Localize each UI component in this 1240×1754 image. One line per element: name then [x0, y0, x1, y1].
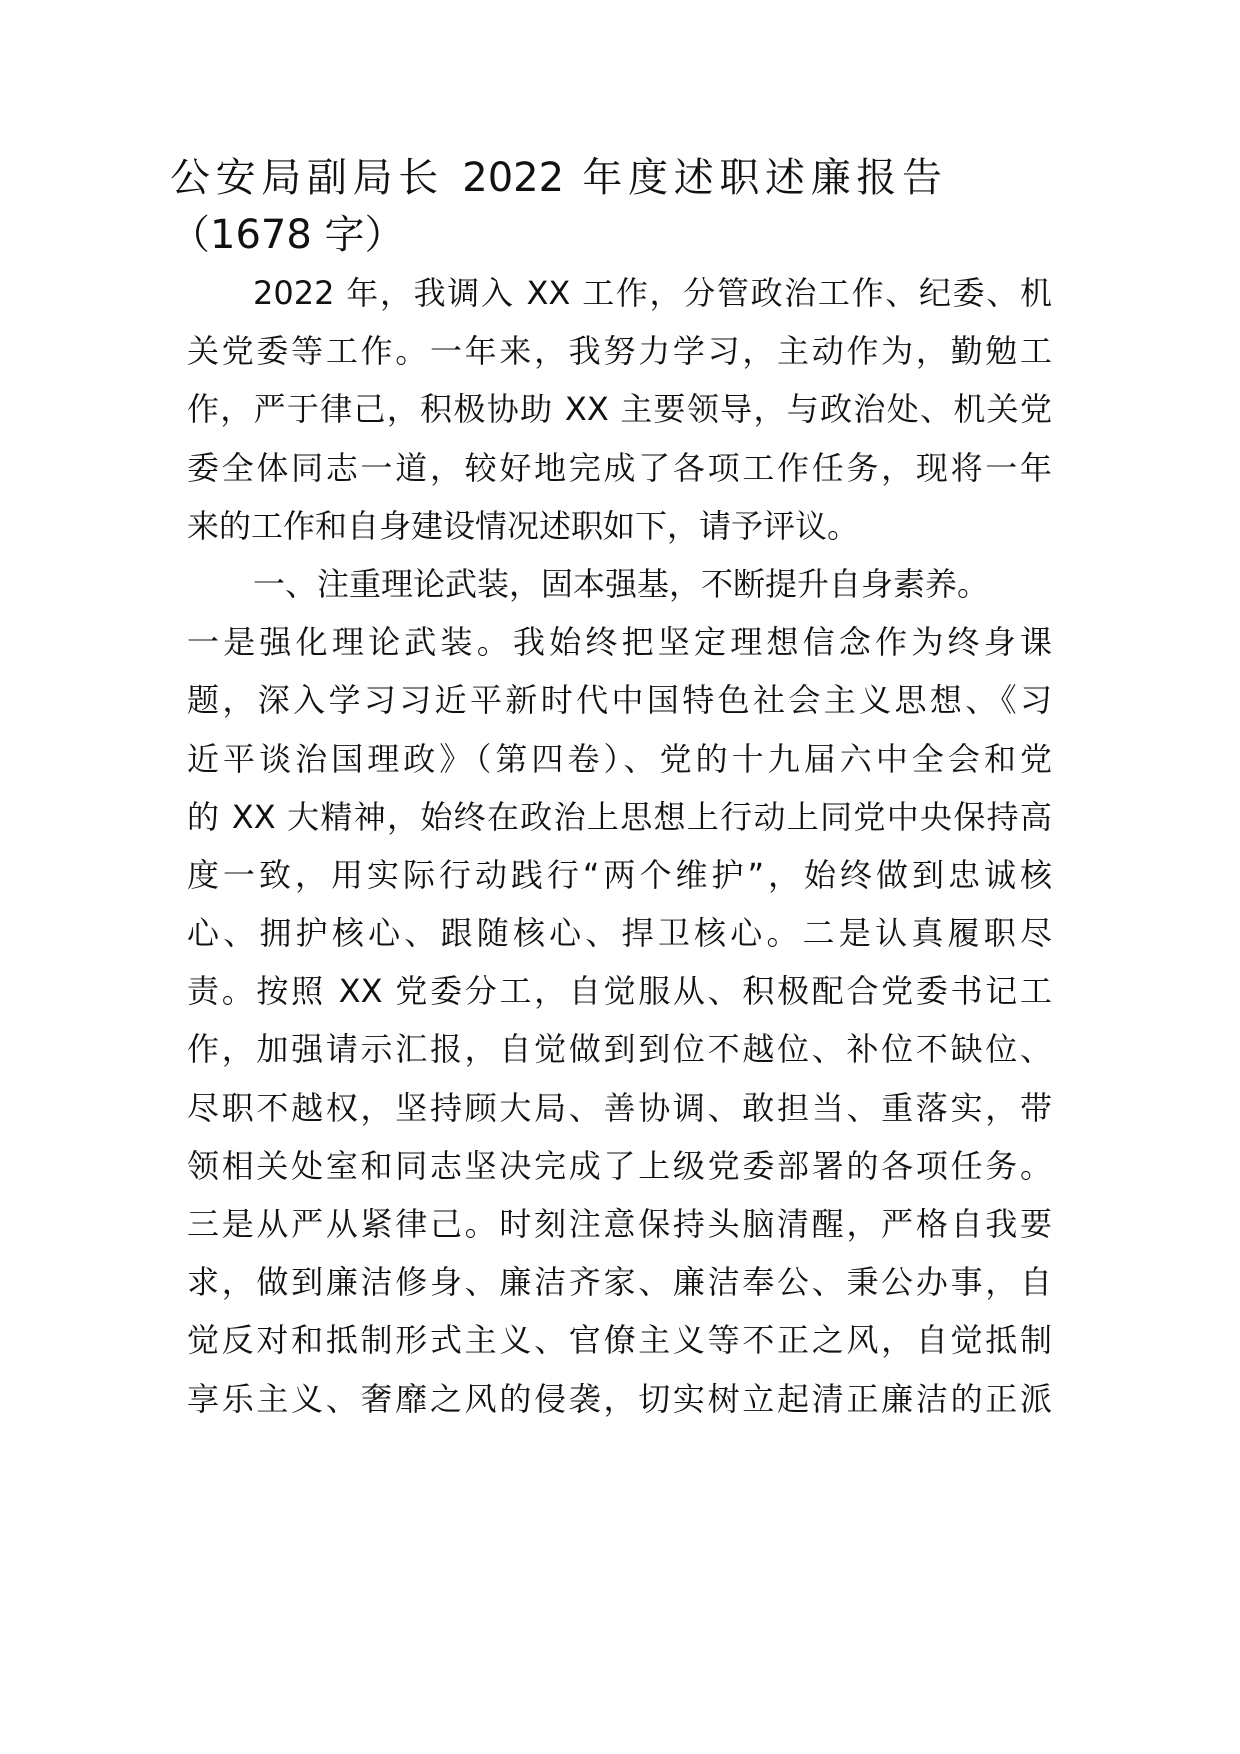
document-title: [170, 150, 942, 264]
text-line: 度一致，用实际行动践行“两个维护”，始终做到忠诚核: [187, 855, 1052, 894]
text-line: 作，加强请示汇报，自觉做到到位不越位、补位不缺位、: [187, 1030, 1052, 1069]
paragraph: [187, 555, 1052, 1428]
title-line-2: （1678 字）: [170, 212, 405, 258]
paragraph: [187, 264, 1052, 555]
text-line: 关党委等工作。一年来，我努力学习，主动作为，勤勉工: [187, 332, 1052, 371]
text-line: 近平谈治国理政》（第四卷）、党的十九届六中全会和党: [187, 739, 1052, 778]
text-line: 尽职不越权，坚持顾大局、善协调、敢担当、重落实，带: [187, 1088, 1052, 1127]
text-line: 觉反对和抵制形式主义、官僚主义等不正之风，自觉抵制: [187, 1321, 1052, 1360]
text-line: 三是从严从紧律己。时刻注意保持头脑清醒，严格自我要: [187, 1205, 1052, 1243]
section-heading: 一、注重理论武装，固本强基，不断提升自身素养。: [253, 564, 990, 603]
text-line: 责。按照 XX 党委分工，自觉服从、积极配合党委书记工: [187, 972, 1052, 1011]
text-line: 来的工作和自身建设情况述职如下，请予评议。: [187, 506, 860, 545]
text-line: 委全体同志一道，较好地完成了各项工作任务，现将一年: [187, 448, 1052, 487]
title-line-1: 公安局副局长 2022 年度述职述廉报告: [170, 155, 942, 201]
text-line: 2022 年，我调入 XX 工作，分管政治工作、纪委、机: [253, 274, 1052, 312]
text-line: 享乐主义、奢靡之风的侵袭，切实树立起清正廉洁的正派: [187, 1379, 1052, 1418]
text-line: 一是强化理论武装。我始终把坚定理想信念作为终身课: [187, 623, 1052, 662]
text-line: 的 XX 大精神，始终在政治上思想上行动上同党中央保持高: [187, 797, 1052, 836]
text-line: 心、拥护核心、跟随核心、捍卫核心。二是认真履职尽: [187, 914, 1052, 953]
document-body: [187, 264, 1052, 1428]
text-line: 领相关处室和同志坚决完成了上级党委部署的各项任务。: [187, 1146, 1052, 1185]
text-line: 题，深入学习习近平新时代中国特色社会主义思想、《习: [187, 681, 1052, 720]
text-line: 求，做到廉洁修身、廉洁齐家、廉洁奉公、秉公办事，自: [187, 1263, 1052, 1302]
text-line: 作，严于律己，积极协助 XX 主要领导，与政治处、机关党: [187, 390, 1052, 429]
